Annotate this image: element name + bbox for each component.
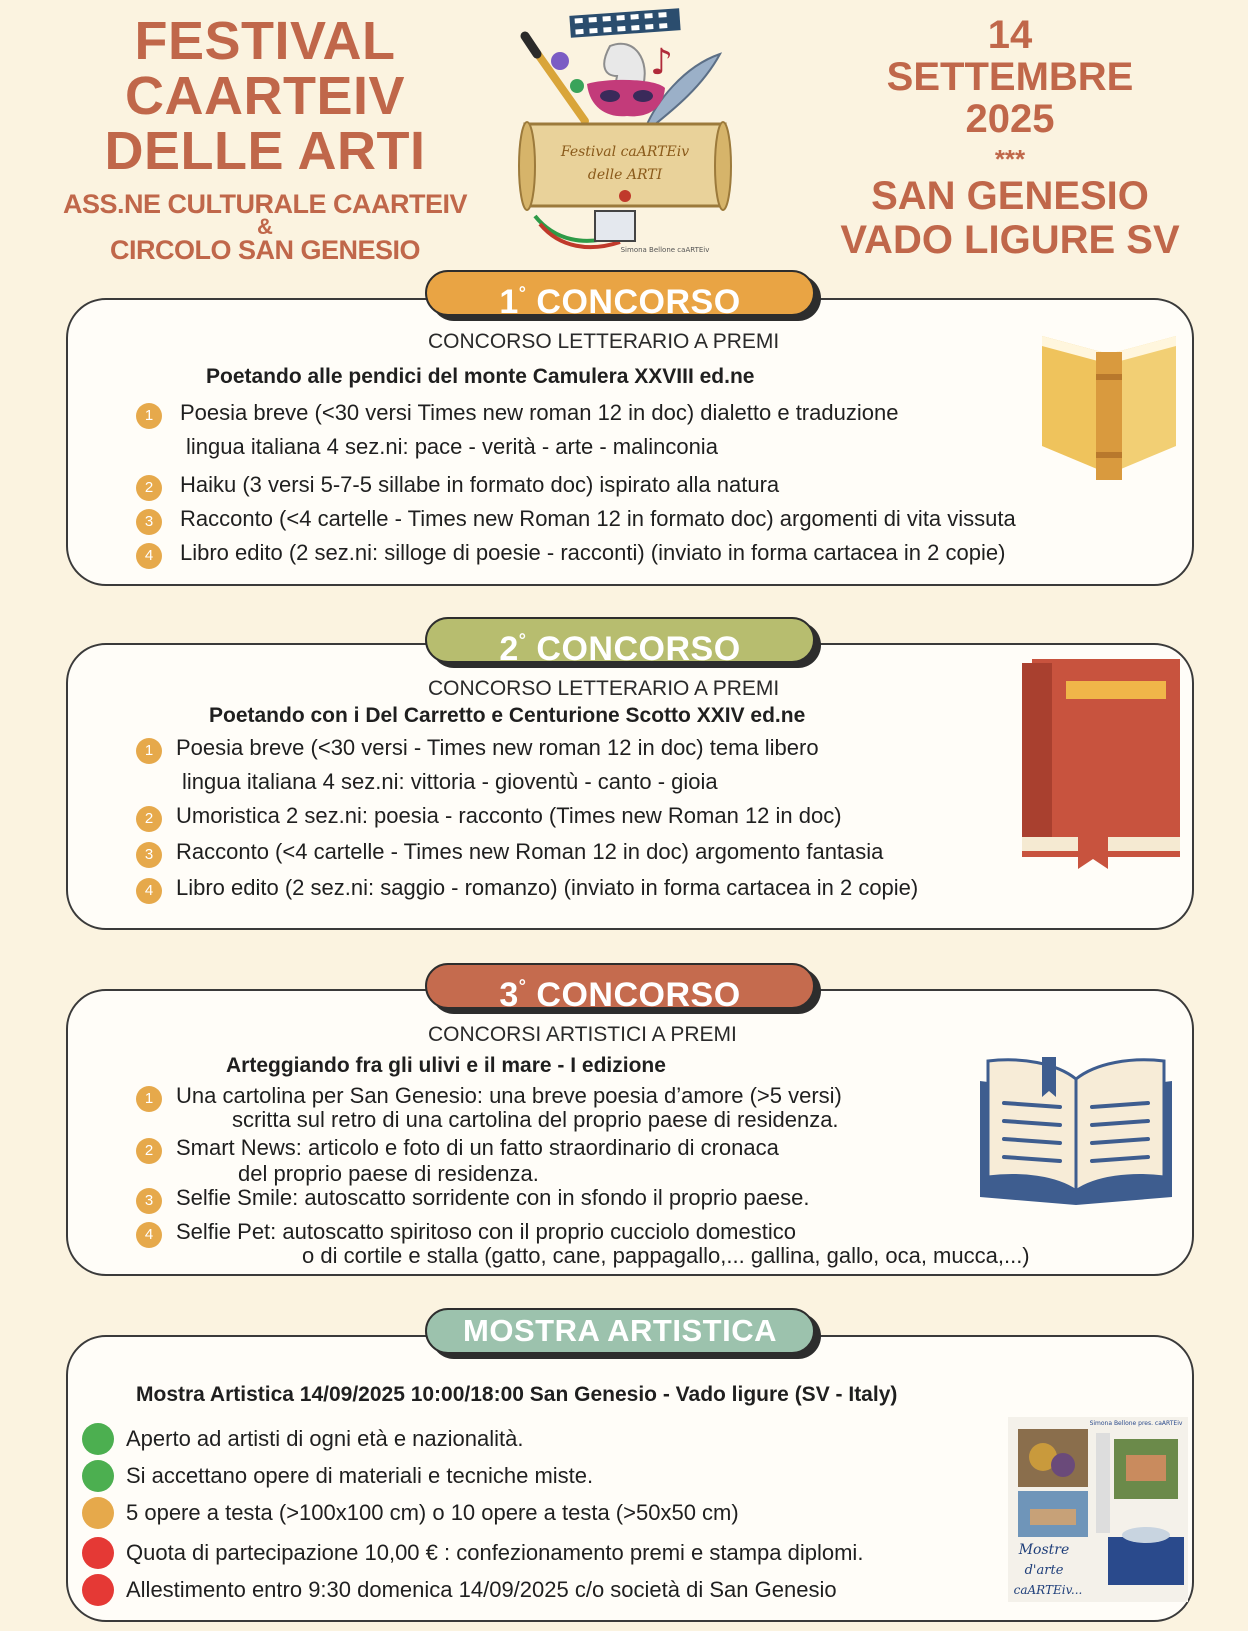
photo-caption-2: d'arte [1024,1563,1064,1578]
contest-1-panel [66,298,1194,586]
contest-2-number-1: 1 [136,738,162,764]
contest-1-label: 1° CONCORSO [425,270,815,316]
contest-2-number-4: 4 [136,878,162,904]
exhibition-item-2: Si accettano opere di materiali e tecniche miste. [126,1463,594,1488]
contest-1-number-1: 1 [136,403,162,429]
exhibition-item-3: 5 opere a testa (>100x100 cm) o 10 opere a testa (>50x50 cm) [126,1500,739,1525]
exhibition-label: MOSTRA ARTISTICA [425,1308,815,1354]
green-dot-icon [82,1423,114,1455]
contest-2-number-3: 3 [136,842,162,868]
contest-2-item-1: Poesia breve (<30 versi - Times new roman 12 in doc) tema libero [176,735,819,760]
contest-1-item-4: Libro edito (2 sez.ni: silloge di poesie - racconti) (inviato in forma cartacea in 2 copie) [180,540,1006,565]
red-dot-icon [82,1574,114,1606]
red-dot-icon [82,1537,114,1569]
contest-2-section: CONCORSO LETTERARIO A PREMI [428,677,780,700]
contest-3-number-3: 3 [136,1188,162,1214]
contest-3-item-1: Una cartolina per San Genesio: una breve poesia d’amore (>5 versi) [176,1083,842,1108]
contest-2-item-4: Libro edito (2 sez.ni: saggio - romanzo) (inviato in forma cartacea in 2 copie) [176,875,919,900]
closed-book-icon [1018,655,1183,875]
contest-3-item-2-cont: del proprio paese di residenza. [238,1161,539,1186]
date-place-block [820,14,1200,262]
contest-1-item-2: Haiku (3 versi 5-7-5 sillabe in formato doc) ispirato alla natura [180,472,780,497]
festival-title-block [30,11,500,265]
festival-title-line-2: CAARTEIV [124,66,405,126]
open-book-icon [1034,334,1184,487]
exhibition-title: Mostra Artistica 14/09/2025 10:00/18:00 San Genesio - Vado ligure (SV - Italy) [136,1383,898,1406]
festival-title-line-1: FESTIVAL [134,11,396,71]
orange-dot-icon [82,1497,114,1529]
green-dot-icon [82,1460,114,1492]
contest-2-title: Poetando con i Del Carretto e Centurione Scotto XXIV ed.ne [209,704,806,727]
organizer-1: ASS.NE CULTURALE CAARTEIV [62,189,467,219]
contest-3-label: 3° CONCORSO [425,963,815,1009]
open-book-lines-icon [976,1055,1176,1210]
contest-2-item-1-cont: lingua italiana 4 sez.ni: vittoria - gioventù - canto - gioia [182,769,718,794]
contest-3-number-1: 1 [136,1086,162,1112]
photo-caption-3: caARTEiv... [1013,1583,1083,1597]
date-year: 2025 [965,97,1055,141]
date-month: SETTEMBRE [886,55,1134,99]
contest-2-item-2: Umoristica 2 sez.ni: poesia - racconto (Times new Roman 12 in doc) [176,803,842,828]
photo-caption-1: Mostre [1018,1542,1070,1558]
photo-credit: Simona Bellone pres. caARTEiv [1089,1420,1183,1427]
exhibition-panel [66,1335,1194,1622]
contest-2-number-2: 2 [136,806,162,832]
organizer-ampersand: & [257,214,273,239]
contest-2-label: 2° CONCORSO [425,617,815,663]
exhibition-photo [1008,1417,1188,1607]
contest-3-number-4: 4 [136,1222,162,1248]
contest-1-number-3: 3 [136,509,162,535]
separator-stars: *** [994,144,1026,174]
exhibition-item-4: Quota di partecipazione 10,00 € : confezionamento premi e stampa diplomi. [126,1540,864,1565]
contest-3-panel [66,989,1194,1276]
logo-credit: Simona Bellone caARTEiv [620,246,710,254]
exhibition-item-5: Allestimento entro 9:30 domenica 14/09/2025 c/o società di San Genesio [126,1577,837,1602]
exhibition-item-1: Aperto ad artisti di ogni età e nazionalità. [126,1426,524,1451]
festival-logo [515,6,735,256]
contest-3-item-3: Selfie Smile: autoscatto sorridente con in sfondo il proprio paese. [176,1185,810,1210]
svg-text:♪: ♪ [650,42,673,83]
contest-1-number-2: 2 [136,475,162,501]
place-line-1: SAN GENESIO [871,174,1149,218]
contest-1-item-1-cont: lingua italiana 4 sez.ni: pace - verità - arte - malinconia [186,434,718,459]
contest-1-title: Poetando alle pendici del monte Camulera XXVIII ed.ne [206,365,755,388]
contest-3-section: CONCORSI ARTISTICI A PREMI [428,1023,737,1046]
logo-text-1: Festival caARTEiv [560,144,690,160]
contest-2-panel [66,643,1194,930]
contest-3-number-2: 2 [136,1138,162,1164]
contest-3-item-1-cont: scritta sul retro di una cartolina del proprio paese di residenza. [232,1107,839,1132]
contest-3-title: Arteggiando fra gli ulivi e il mare - I edizione [226,1054,666,1077]
organizer-2: CIRCOLO SAN GENESIO [109,235,421,265]
contest-3-item-2: Smart News: articolo e foto di un fatto straordinario di cronaca [176,1135,779,1160]
contest-3-item-4: Selfie Pet: autoscatto spiritoso con il proprio cucciolo domestico [176,1219,796,1244]
contest-1-item-1: Poesia breve (<30 versi Times new roman 12 in doc) dialetto e traduzione [180,400,899,425]
contest-1-number-4: 4 [136,543,162,569]
contest-3-item-4-cont: o di cortile e stalla (gatto, cane, pappagallo,... gallina, gallo, oca, mucca,...) [302,1243,1030,1268]
date-day: 14 [987,13,1033,57]
contest-2-item-3: Racconto (<4 cartelle - Times new Roman 12 in doc) argomento fantasia [176,839,884,864]
place-line-2: VADO LIGURE SV [840,218,1180,262]
contest-1-item-3: Racconto (<4 cartelle - Times new Roman 12 in formato doc) argomenti di vita vissuta [180,506,1016,531]
logo-text-2: delle ARTI [587,167,663,183]
festival-title-line-3: DELLE ARTI [104,121,426,181]
contest-1-section: CONCORSO LETTERARIO A PREMI [428,330,780,353]
